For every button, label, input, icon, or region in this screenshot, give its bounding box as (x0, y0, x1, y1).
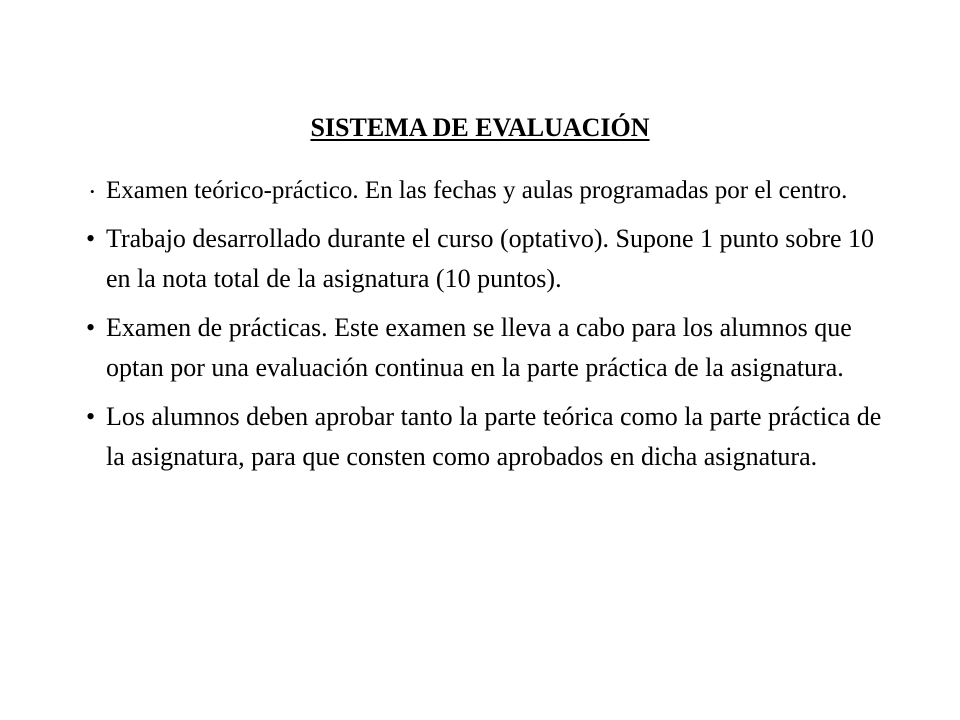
bullet-item-pass-requirement (86, 397, 886, 477)
slide-title: SISTEMA DE EVALUACIÓN (310, 113, 650, 142)
bullet-item-practical-exam (86, 308, 886, 388)
bullet-text: Examen de prácticas. Este examen se lleva a cabo para los alumnos que optan por una evaluación continua en la parte práctica de la asignatura. (106, 313, 852, 382)
bullet-text: Los alumnos deben aprobar tanto la parte teórica como la parte práctica de la asignatura, para que consten como aprobados en dicha asignatura. (106, 402, 882, 471)
bullet-icon: • (86, 313, 96, 342)
bullet-item-exam-theory (86, 172, 886, 210)
bullet-text: Examen teórico-práctico. En las fechas y aulas programadas por el centro. (106, 177, 848, 204)
bullet-icon: • (86, 402, 96, 431)
bullet-text: Trabajo desarrollado durante el curso (optativo). Supone 1 punto sobre 10 en la nota total de la asignatura (10 puntos). (106, 224, 875, 293)
bullet-item-coursework (86, 219, 886, 299)
bullet-icon: • (90, 184, 95, 199)
bullet-icon: • (86, 224, 96, 253)
bullet-list (86, 172, 886, 486)
